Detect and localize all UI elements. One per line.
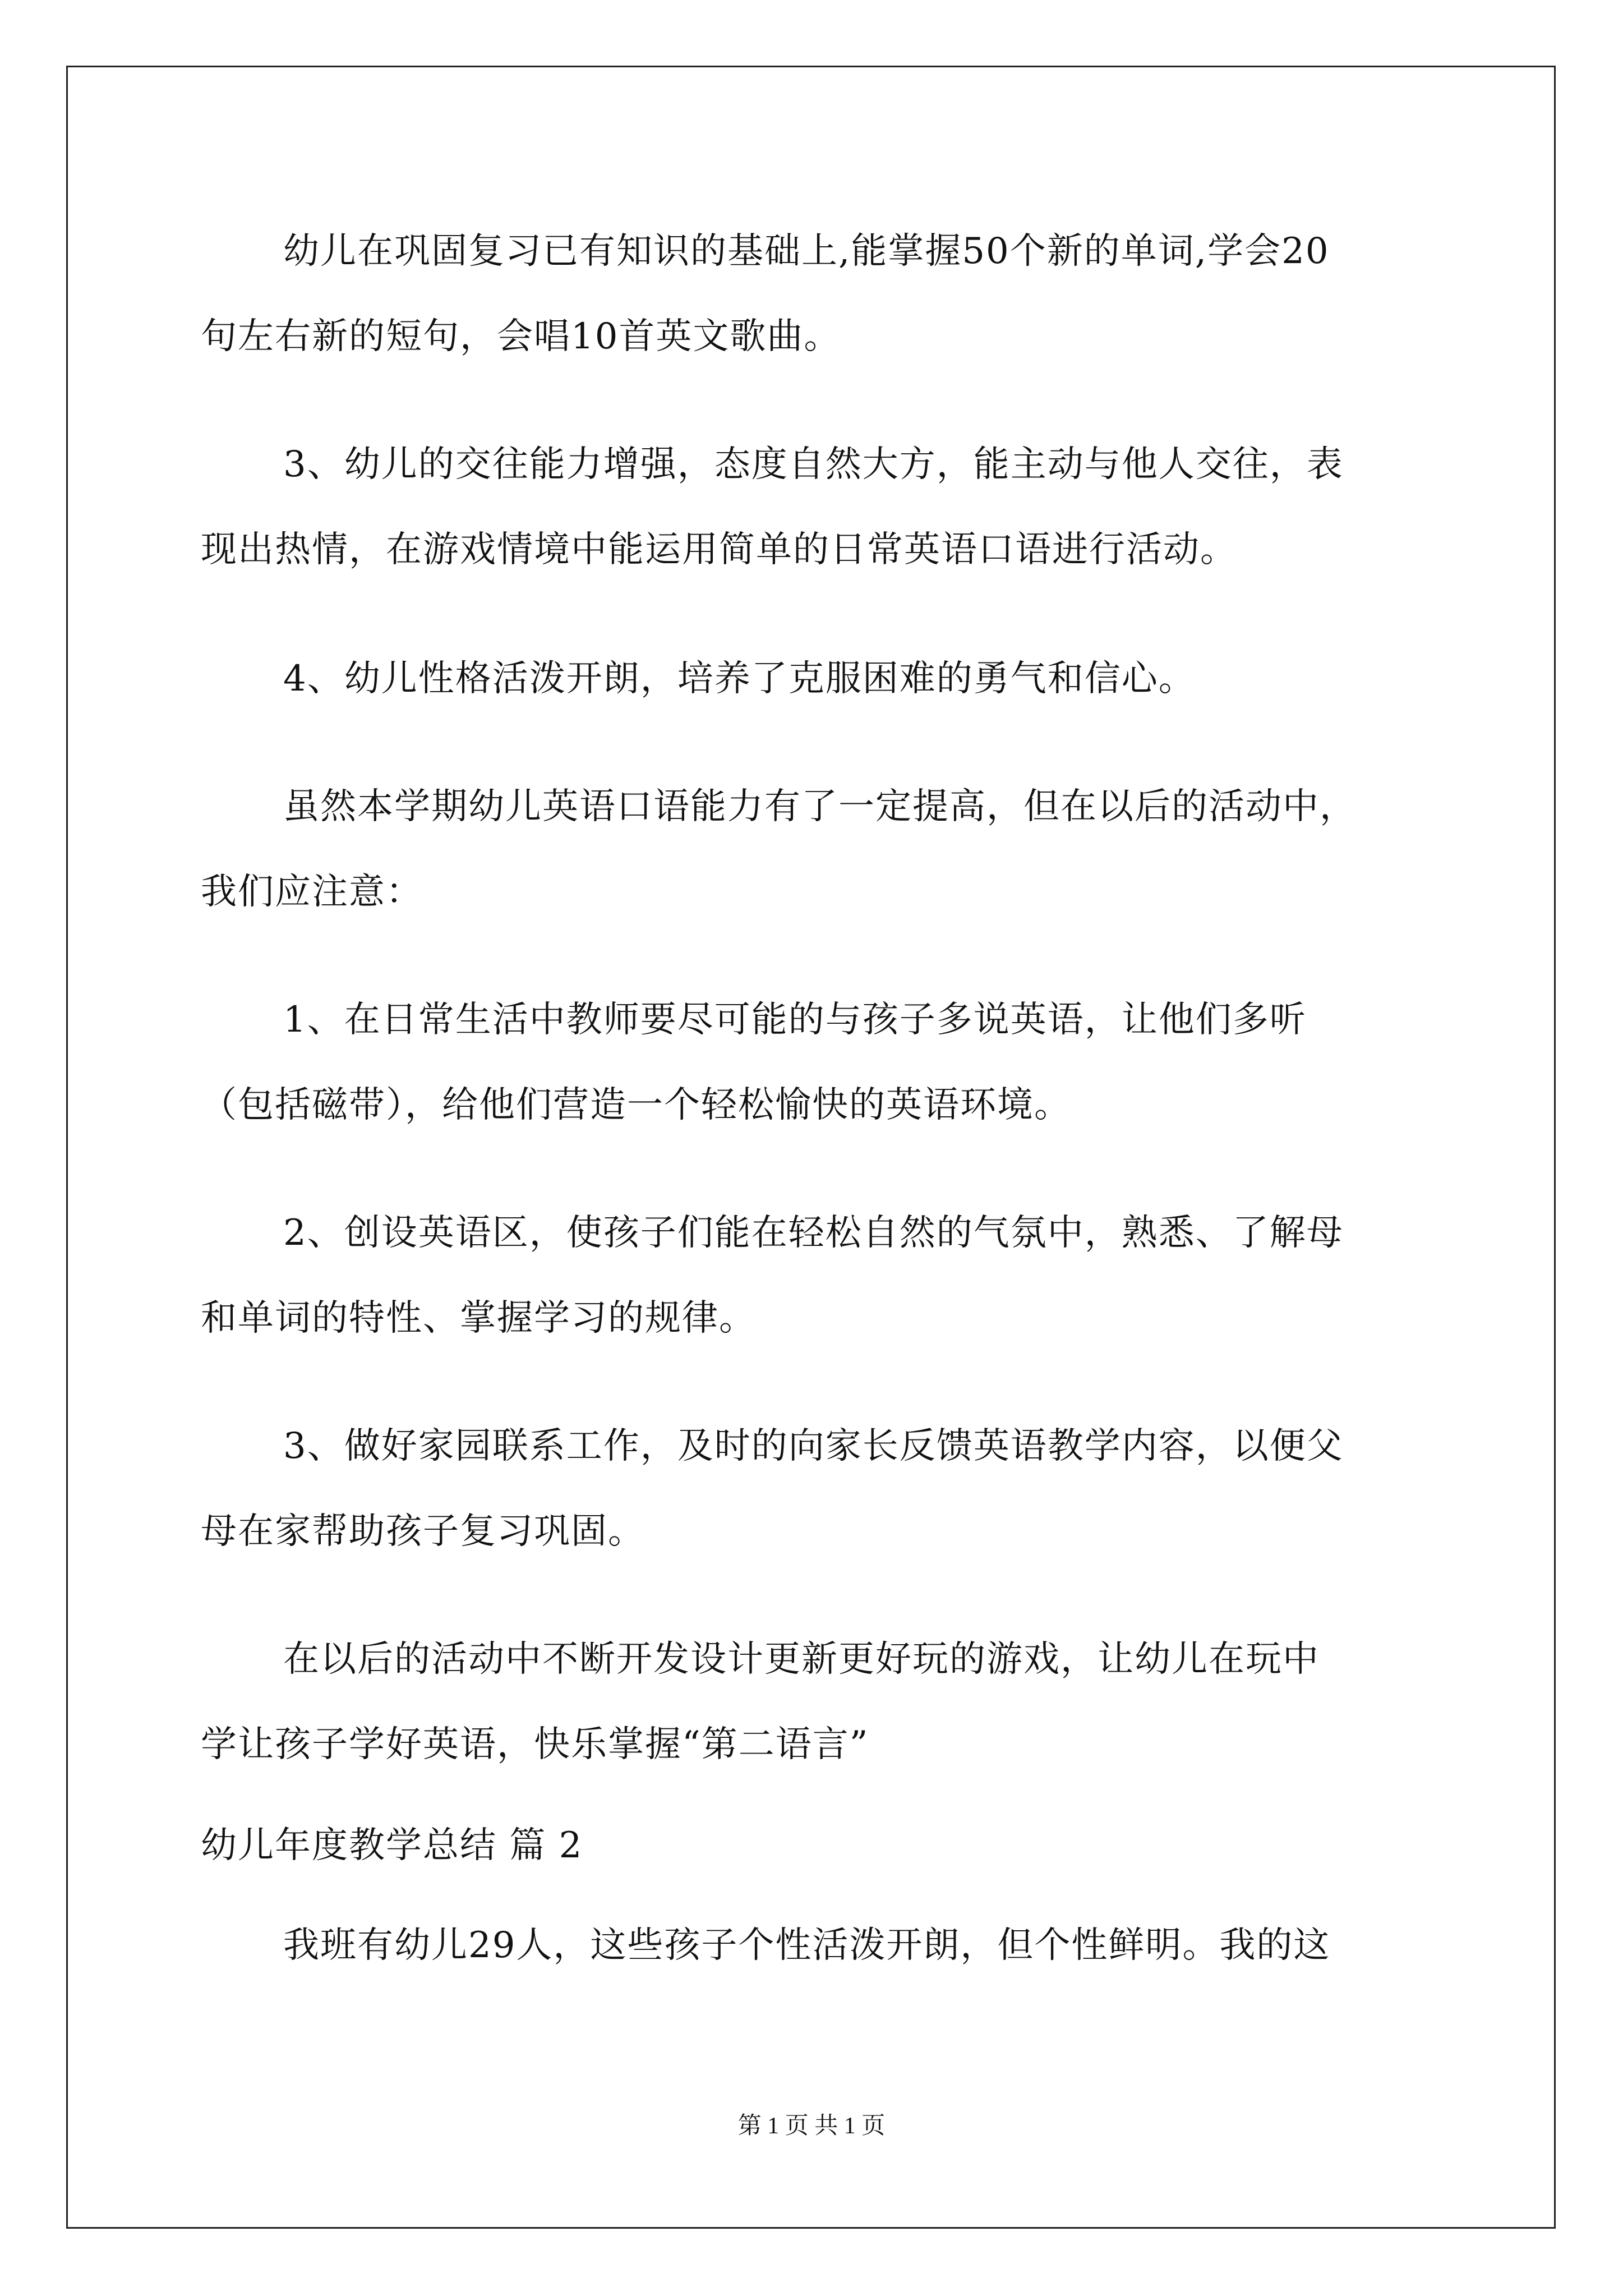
page-number-footer: 第 1 页 共 1 页 xyxy=(737,2113,886,2139)
page-border xyxy=(66,66,1556,2229)
paragraph-9-line-1: 我班有幼儿29人，这些孩子个性活泼开朗，但个性鲜明。我的这 xyxy=(283,1925,1331,1966)
paragraph-7-line-1: 3、做好家园联系工作，及时的向家长反馈英语教学内容，以便父 xyxy=(283,1425,1344,1467)
paragraph-8-line-2: 学让孩子学好英语，快乐掌握“第二语言” xyxy=(201,1724,869,1765)
paragraph-5-line-2: （包括磁带），给他们营造一个轻松愉快的英语环境。 xyxy=(201,1084,1071,1126)
paragraph-1-line-1: 幼儿在巩固复习已有知识的基础上,能掌握50个新的单词,学会20 xyxy=(283,231,1330,272)
paragraph-5-line-1: 1、在日常生活中教师要尽可能的与孩子多说英语，让他们多听 xyxy=(283,999,1307,1041)
paragraph-7-line-2: 母在家帮助孩子复习巩固。 xyxy=(201,1511,645,1552)
paragraph-8-line-1: 在以后的活动中不断开发设计更新更好玩的游戏，让幼儿在玩中 xyxy=(283,1639,1320,1680)
paragraph-2-line-1: 3、幼儿的交往能力增强，态度自然大方，能主动与他人交往，表 xyxy=(283,444,1344,485)
paragraph-6-line-1: 2、创设英语区，使孩子们能在轻松自然的气氛中，熟悉、了解母 xyxy=(283,1212,1344,1254)
section-heading: 幼儿年度教学总结 篇 2 xyxy=(201,1825,583,1866)
paragraph-3-line-1: 4、幼儿性格活泼开朗，培养了克服困难的勇气和信心。 xyxy=(283,658,1196,700)
paragraph-4-line-2: 我们应注意： xyxy=(201,871,423,913)
paragraph-6-line-2: 和单词的特性、掌握学习的规律。 xyxy=(201,1297,756,1339)
paragraph-2-line-2: 现出热情，在游戏情境中能运用简单的日常英语口语进行活动。 xyxy=(201,529,1237,570)
paragraph-4-line-1: 虽然本学期幼儿英语口语能力有了一定提高，但在以后的活动中， xyxy=(283,786,1357,827)
paragraph-1-line-2: 句左右新的短句，会唱10首英文歌曲。 xyxy=(201,316,841,357)
